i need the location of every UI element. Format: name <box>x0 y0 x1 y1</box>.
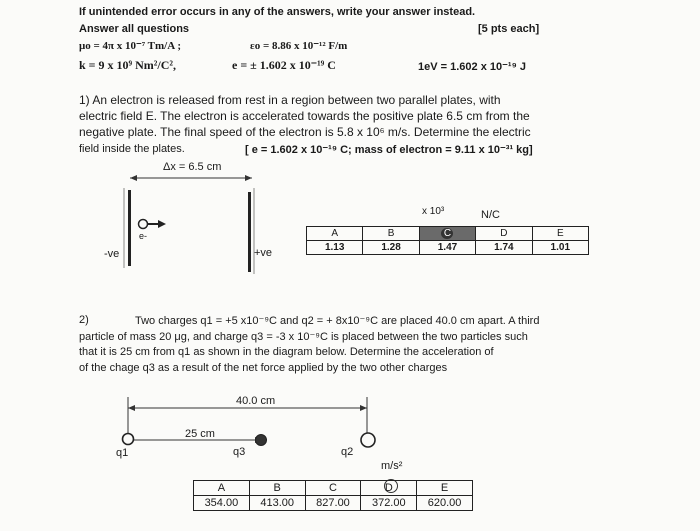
q2-option-b[interactable]: B <box>249 481 305 496</box>
q1-charge-icon <box>123 412 134 445</box>
q2-options-row <box>194 481 473 496</box>
q1-option-c-label: C <box>441 228 453 239</box>
q2-option-d[interactable]: D <box>361 481 417 496</box>
q1-option-e[interactable]: E <box>532 227 588 241</box>
q1-given-constants: [ e = 1.602 x 10⁻¹⁹ C; mass of electron = 9.11 x 10⁻³¹ kg] <box>245 144 533 156</box>
dx-arrow <box>130 175 252 181</box>
electron-icon <box>139 220 167 229</box>
negative-plate <box>124 188 131 268</box>
q2-line-1: Two charges q1 = +5 x10⁻⁹C and q2 = + 8x10⁻⁹C are placed 40.0 cm apart. A third <box>135 315 540 327</box>
q2-option-e[interactable]: E <box>417 481 473 496</box>
q1-value-e: 1.01 <box>532 241 588 255</box>
q2-line-4: of the chage q3 as a result of the net force applied by the two other charges <box>79 362 448 374</box>
q2-charge-icon <box>361 412 375 447</box>
q3-label: q3 <box>233 446 246 458</box>
q1-value-b: 1.28 <box>363 241 419 255</box>
q2-label: q2 <box>341 446 354 458</box>
q1-option-a[interactable]: A <box>307 227 363 241</box>
q2-value-a: 354.00 <box>194 496 250 511</box>
q2-option-a[interactable]: A <box>194 481 250 496</box>
distance-25cm-label: 25 cm <box>185 428 215 440</box>
q2-option-c[interactable]: C <box>305 481 361 496</box>
instruction-text: If unintended error occurs in any of the answers, write your answer instead. <box>79 6 476 18</box>
constant-eps0: εo = 8.86 x 10⁻¹² F/m <box>250 40 348 52</box>
positive-plate-label: +ve <box>254 247 273 259</box>
electron-label: e- <box>139 231 148 241</box>
q1-unit-exponent: x 10³ <box>422 206 445 217</box>
q1-option-b[interactable]: B <box>363 227 419 241</box>
q1-value-d: 1.74 <box>476 241 532 255</box>
q1-option-c[interactable] <box>419 227 475 241</box>
q2-answer-table <box>193 480 473 511</box>
q2-value-d: 372.00 <box>361 496 417 511</box>
q1-line-3: negative plate. The final speed of the electron is 5.8 x 10⁶ m/s. Determine the electric <box>79 125 531 139</box>
negative-plate-label: -ve <box>104 248 120 260</box>
q2-line-2: particle of mass 20 μg, and charge q3 = -3 x 10⁻⁹C is placed between the two particles such <box>79 331 528 343</box>
q1-option-d[interactable]: D <box>476 227 532 241</box>
points-text: [5 pts each] <box>478 23 540 35</box>
q2-line-3: that it is 25 cm from q1 as shown in the diagram below. Determine the acceleration of <box>79 346 494 358</box>
q1-unit: N/C <box>481 209 500 221</box>
q2-values-row <box>194 496 473 511</box>
q1-options-row <box>307 227 589 241</box>
distance-40cm-label: 40.0 cm <box>236 395 276 407</box>
q1-values-row <box>307 241 589 255</box>
constant-mu0: μo = 4π x 10⁻⁷ Tm/A ; <box>79 40 181 52</box>
q1-line-1: 1) An electron is released from rest in a region between two parallel plates, with <box>79 93 501 107</box>
q2-number: 2) <box>79 314 89 326</box>
q2-value-e: 620.00 <box>417 496 473 511</box>
constant-e: e = ± 1.602 x 10⁻¹⁹ C <box>232 58 336 72</box>
q1-value-c: 1.47 <box>419 241 475 255</box>
q3-charge-icon <box>256 435 267 446</box>
positive-plate <box>248 188 254 274</box>
q1-line-4: field inside the plates. <box>79 143 185 155</box>
constant-ev: 1eV = 1.602 x 10⁻¹⁹ J <box>418 61 526 73</box>
q2-value-c: 827.00 <box>305 496 361 511</box>
q1-answer-table <box>306 226 589 255</box>
q1-value-a: 1.13 <box>307 241 363 255</box>
q2-value-b: 413.00 <box>249 496 305 511</box>
dx-label: Δx = 6.5 cm <box>163 161 222 173</box>
q1-label: q1 <box>116 447 129 459</box>
q1-line-2: electric field E. The electron is accelerated towards the positive plate 6.5 cm from the <box>79 109 530 123</box>
constant-k: k = 9 x 10⁹ Nm²/C², <box>79 58 176 72</box>
q2-unit: m/s² <box>381 460 403 472</box>
answer-all-text: Answer all questions <box>79 23 190 35</box>
